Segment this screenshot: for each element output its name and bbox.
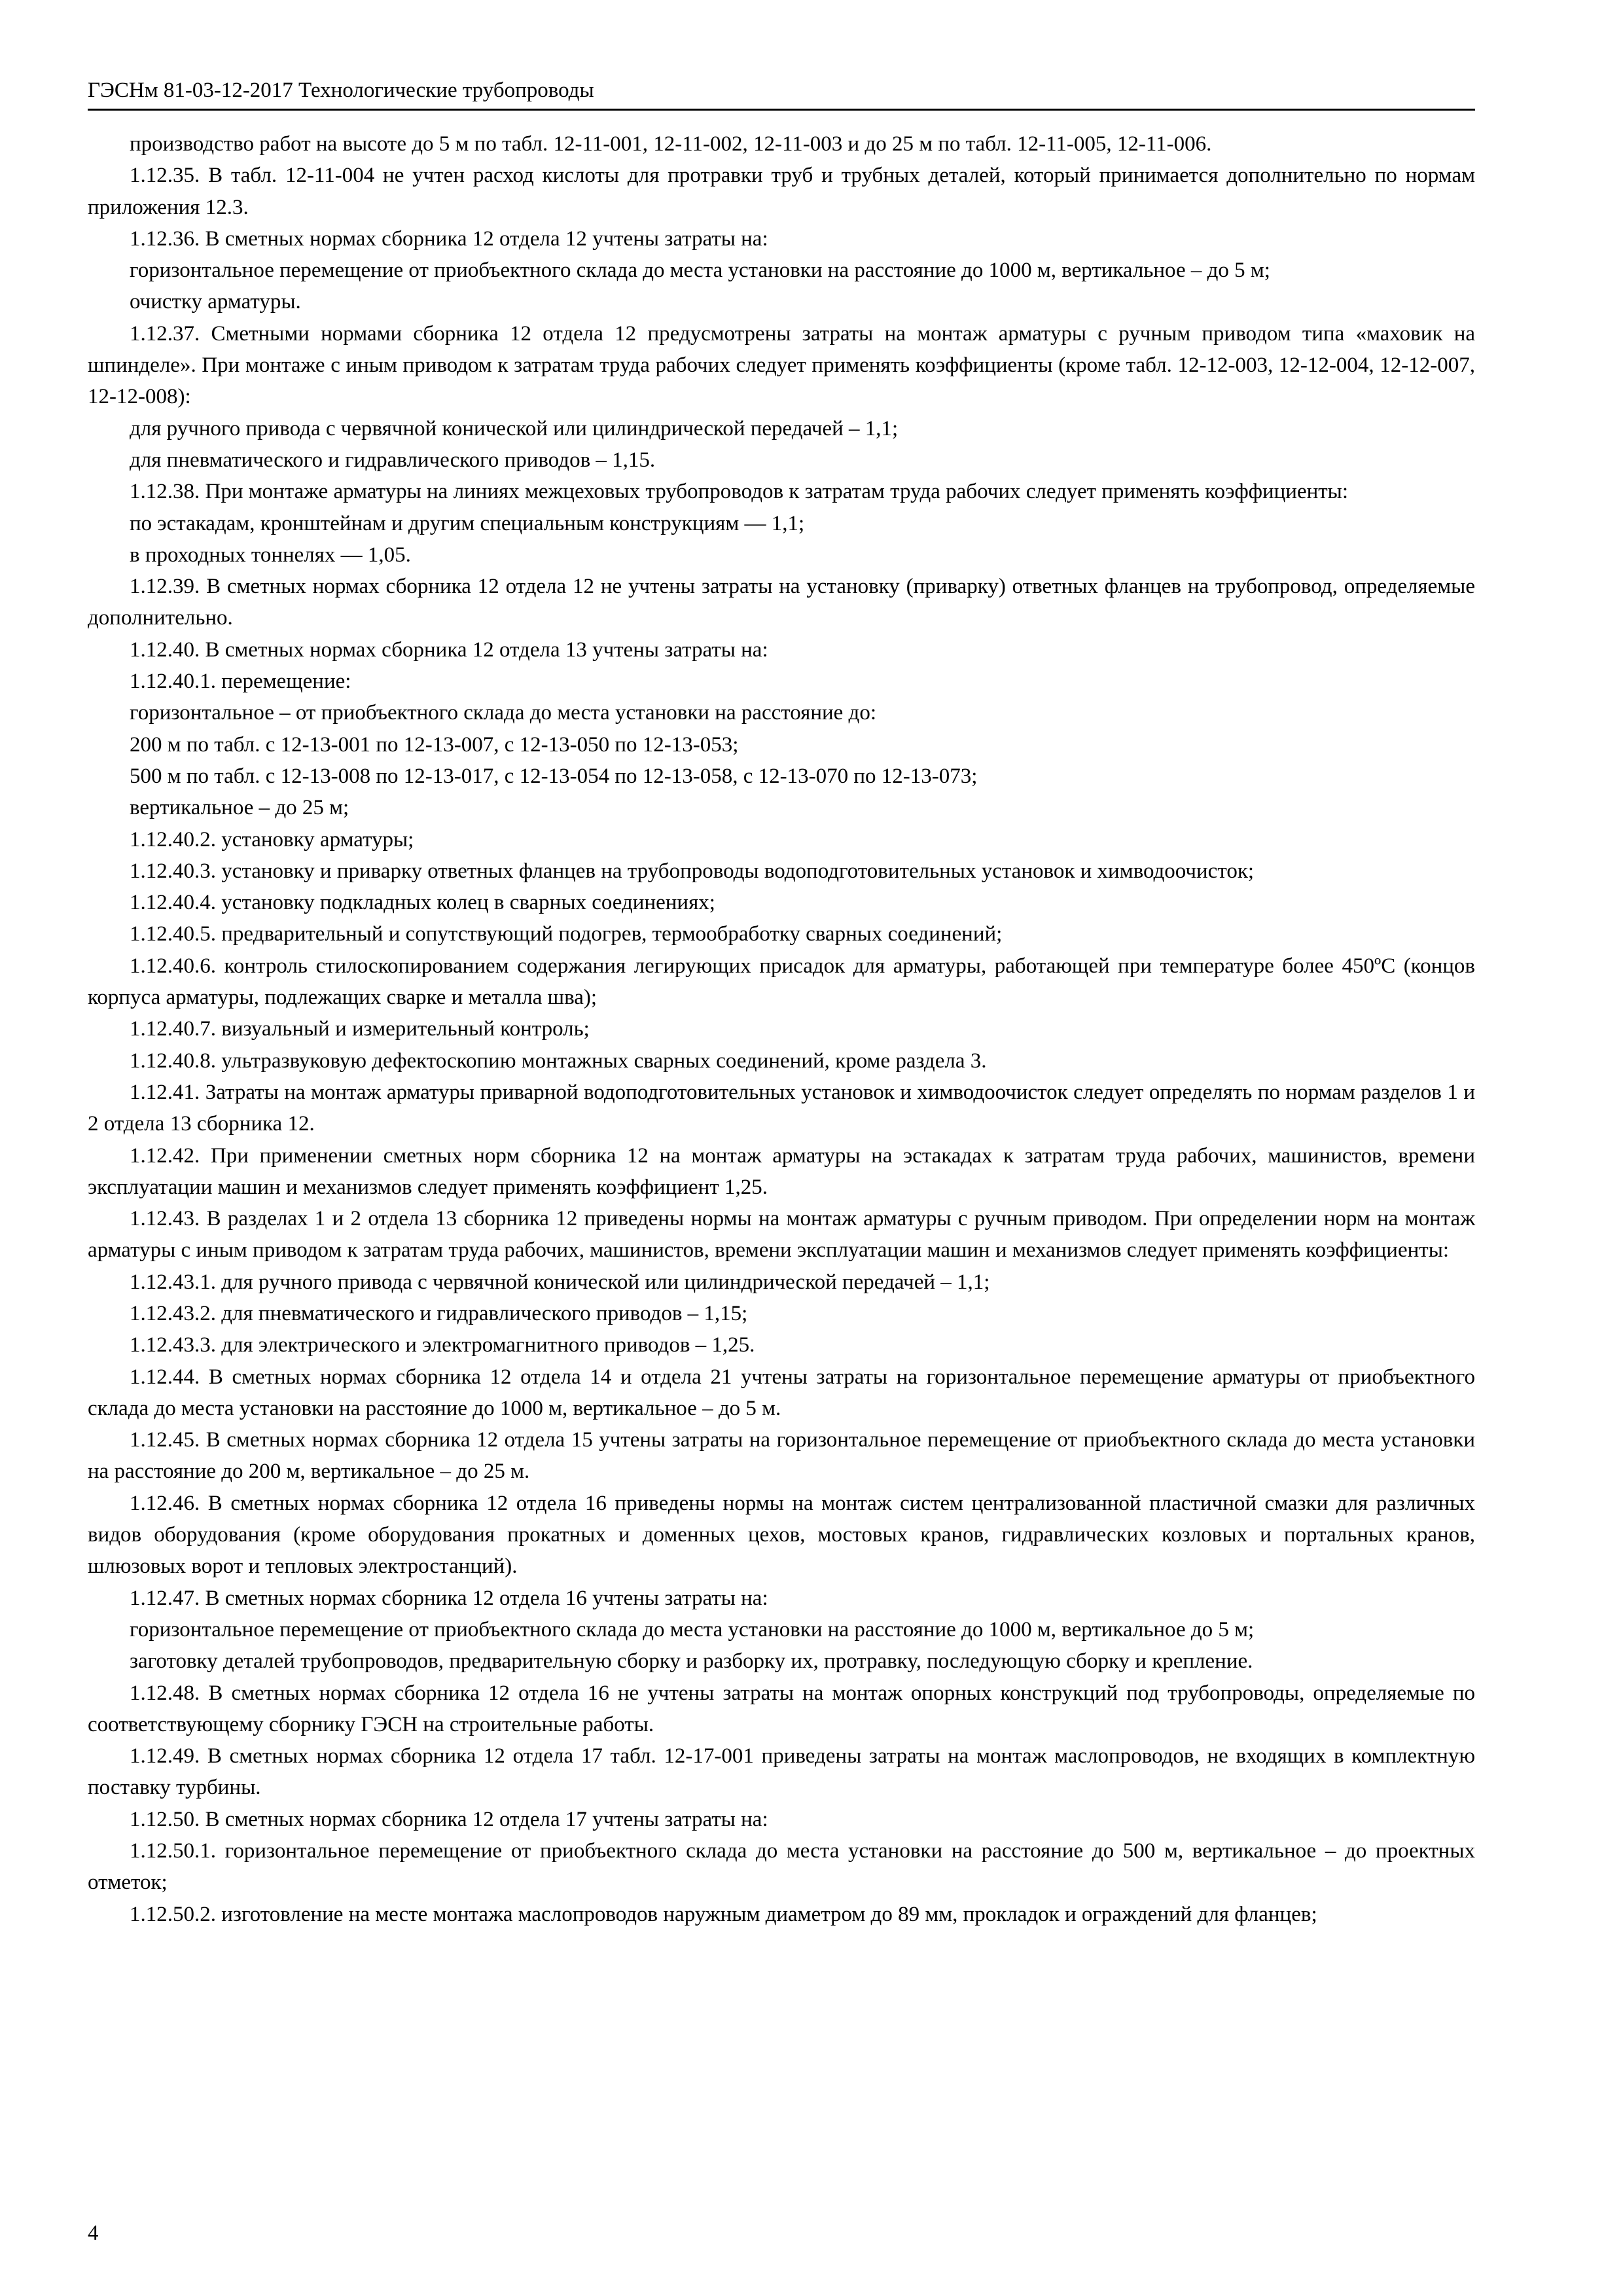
- paragraph: 1.12.40.4. установку подкладных колец в сварных соединениях;: [130, 891, 715, 915]
- document-title: ГЭСНм 81-03-12-2017 Технологические трубопроводы: [88, 79, 594, 102]
- paragraph: 1.12.45. В сметных нормах сборника 12 отдела 15 учтены затраты на горизонтальное перемещение от приобъектного склада до места установки на расстояние до 200 м, вертикальное – до 25 м.: [88, 1428, 1475, 1484]
- paragraph: 1.12.47. В сметных нормах сборника 12 отдела 16 учтены затраты на:: [130, 1586, 768, 1610]
- paragraph: 1.12.42. При применении сметных норм сборника 12 на монтаж арматуры на эстакадах к затратам труда рабочих, машинистов, времени эксплуатации машин и механизмов следует применять коэффициент 1,25.: [88, 1143, 1475, 1199]
- paragraph: 1.12.39. В сметных нормах сборника 12 отдела 12 не учтены затраты на установку (приварку) ответных фланцев на трубопровод, определяемые дополнительно.: [88, 575, 1475, 630]
- paragraph: в проходных тоннелях — 1,05.: [130, 543, 411, 567]
- paragraph: 1.12.48. В сметных нормах сборника 12 отдела 16 не учтены затраты на монтаж опорных конструкций под трубопроводы, определяемые по соответствующему сборнику ГЭСН на строительные работы.: [88, 1681, 1475, 1736]
- paragraph: горизонтальное перемещение от приобъектного склада до места установки на расстояние до 1000 м, вертикальное – до 5 м;: [130, 259, 1270, 283]
- paragraph: 1.12.40. В сметных нормах сборника 12 отдела 13 учтены затраты на:: [130, 637, 768, 662]
- paragraph: 1.12.40.8. ультразвуковую дефектоскопию монтажных сварных соединений, кроме раздела 3.: [130, 1049, 987, 1073]
- paragraph: 1.12.50.2. изготовление на месте монтажа маслопроводов наружным диаметром до 89 мм, прокладок и ограждений для фланцев;: [130, 1902, 1317, 1926]
- paragraph: 1.12.36. В сметных нормах сборника 12 отдела 12 учтены затраты на:: [130, 226, 768, 251]
- paragraph: 1.12.41. Затраты на монтаж арматуры приварной водоподготовительных установок и химводоочисток следует определять по нормам разделов 1 и 2 отдела 13 сборника 12.: [88, 1080, 1475, 1136]
- paragraph: 1.12.43.1. для ручного привода с червячной конической или цилиндрической передачей – 1,1;: [130, 1270, 990, 1294]
- paragraph: 200 м по табл. с 12-13-001 по 12-13-007, с 12-13-050 по 12-13-053;: [130, 732, 739, 757]
- paragraph: 1.12.50.1. горизонтальное перемещение от приобъектного склада до места установки на расстояние до 500 м, вертикальное – до проектных отметок;: [88, 1839, 1475, 1895]
- paragraph: очистку арматуры.: [130, 290, 301, 314]
- paragraph: горизонтальное – от приобъектного склада до места установки на расстояние до:: [130, 701, 876, 725]
- paragraph: 1.12.40.1. перемещение:: [130, 670, 351, 694]
- paragraph: вертикальное – до 25 м;: [130, 796, 349, 820]
- paragraph: 1.12.40.6. контроль стилоскопированием содержания легирующих присадок для арматуры, работающей при температуре более 450ºС (концов корпуса арматуры, подлежащих сварке и металла шва);: [88, 954, 1475, 1010]
- paragraph: 1.12.50. В сметных нормах сборника 12 отдела 17 учтены затраты на:: [130, 1807, 768, 1831]
- paragraph: 1.12.44. В сметных нормах сборника 12 отдела 14 и отдела 21 учтены затраты на горизонтальное перемещение арматуры от приобъектного склада до места установки на расстояние до 1000 м, вертикальное – до 5 м.: [88, 1365, 1475, 1420]
- paragraph: 1.12.49. В сметных нормах сборника 12 отдела 17 табл. 12-17-001 приведены затраты на монтаж маслопроводов, не входящих в комплектную поставку турбины.: [88, 1744, 1475, 1800]
- paragraph: для ручного привода с червячной конической или цилиндрической передачей – 1,1;: [130, 416, 899, 440]
- paragraph: 1.12.46. В сметных нормах сборника 12 отдела 16 приведены нормы на монтаж систем централизованной пластичной смазки для различных видов оборудования (кроме оборудования прокатных и доменных цехов, мостовых кранов, гидравлических козловых и портальных кранов, шлюзовых ворот и тепловых электростанций).: [88, 1491, 1475, 1579]
- paragraph: 1.12.38. При монтаже арматуры на линиях межцеховых трубопроводов к затратам труда рабочих следует применять коэффициенты:: [130, 480, 1349, 504]
- paragraph: 1.12.37. Сметными нормами сборника 12 отдела 12 предусмотрены затраты на монтаж арматуры с ручным приводом типа «маховик на шпинделе». При монтаже с иным приводом к затратам труда рабочих следует применять коэффициенты (кроме табл. 12-12-003, 12-12-004, 12-12-007, 12-12-008):: [88, 321, 1475, 409]
- paragraph: производство работ на высоте до 5 м по табл. 12-11-001, 12-11-002, 12-11-003 и до 25 м по табл. 12-11-005, 12-11-006.: [130, 132, 1212, 156]
- paragraph: заготовку деталей трубопроводов, предварительную сборку и разборку их, протравку, последующую сборку и крепление.: [130, 1649, 1253, 1674]
- paragraph: 1.12.40.2. установку арматуры;: [130, 827, 414, 852]
- paragraph: 1.12.40.5. предварительный и сопутствующий подогрев, термообработку сварных соединений;: [130, 922, 1003, 946]
- paragraph: 1.12.35. В табл. 12-11-004 не учтен расход кислоты для протравки труб и трубных деталей, который принимается дополнительно по нормам приложения 12.3.: [88, 164, 1475, 219]
- page-number: 4: [88, 2221, 99, 2245]
- document-body: [88, 128, 1475, 1930]
- paragraph: 1.12.43.2. для пневматического и гидравлического приводов – 1,15;: [130, 1301, 748, 1325]
- paragraph: 1.12.40.3. установку и приварку ответных фланцев на трубопроводы водоподготовительных установок и химводоочисток;: [130, 859, 1255, 883]
- paragraph: горизонтальное перемещение от приобъектного склада до места установки на расстояние до 1000 м, вертикальное до 5 м;: [130, 1617, 1255, 1641]
- paragraph: для пневматического и гидравлического приводов – 1,15.: [130, 448, 656, 472]
- paragraph: 1.12.43.3. для электрического и электромагнитного приводов – 1,25.: [130, 1333, 755, 1357]
- paragraph: 1.12.40.7. визуальный и измерительный контроль;: [130, 1017, 590, 1041]
- paragraph: 1.12.43. В разделах 1 и 2 отдела 13 сборника 12 приведены нормы на монтаж арматуры с ручным приводом. При определении норм на монтаж арматуры с иным приводом к затратам труда рабочих, машинистов, времени эксплуатации машин и механизмов следует применять коэффициенты:: [88, 1207, 1475, 1263]
- paragraph: по эстакадам, кронштейнам и другим специальным конструкциям — 1,1;: [130, 511, 805, 535]
- page-header: [88, 73, 1475, 111]
- paragraph: 500 м по табл. с 12-13-008 по 12-13-017, с 12-13-054 по 12-13-058, с 12-13-070 по 12-13-073;: [130, 764, 978, 788]
